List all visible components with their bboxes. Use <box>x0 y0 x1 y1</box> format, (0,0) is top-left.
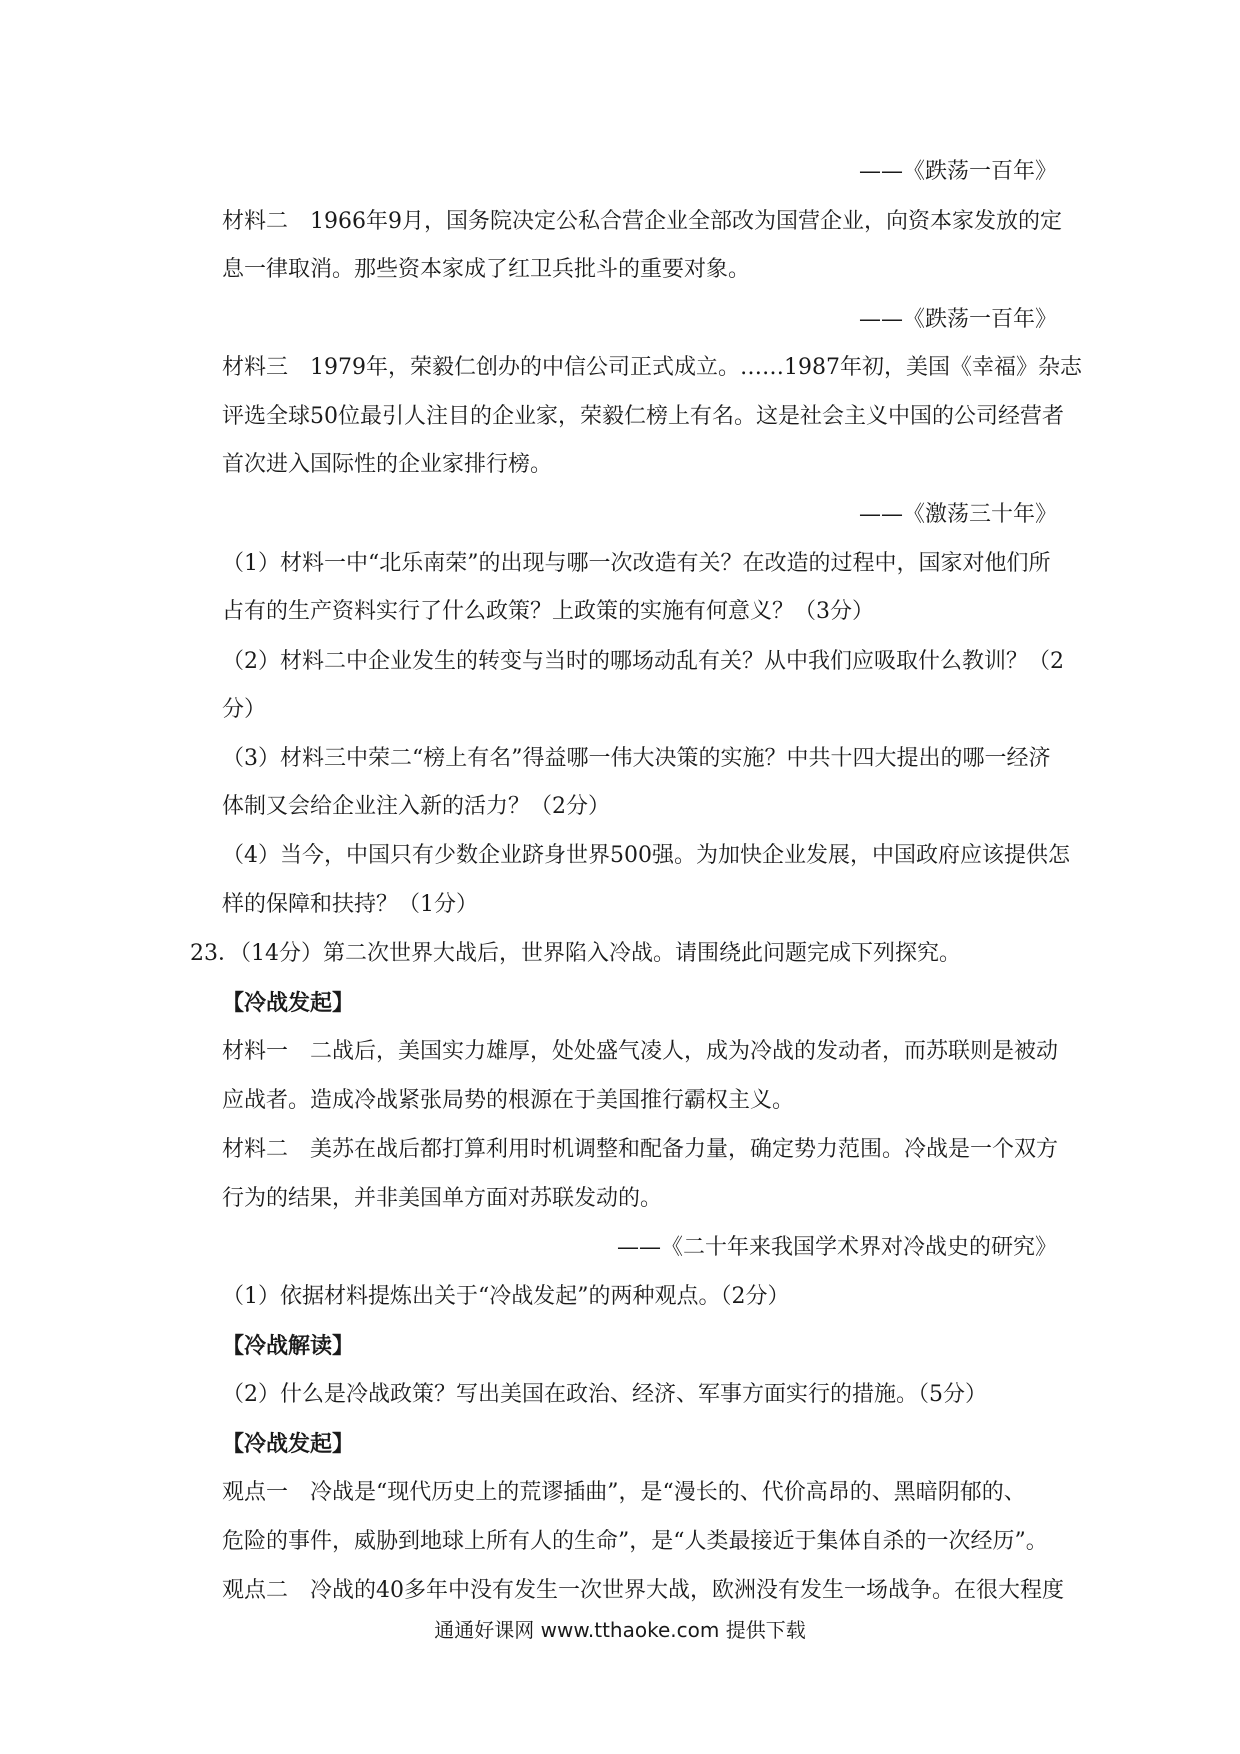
material-2-text: 材料二 1966年9月，国务院决定公私合营企业全部改为国营企业，向资本家发放的定 <box>222 209 1062 234</box>
problem-23-heading: 23．（14分）第二次世界大战后，世界陷入冷战。请围绕此问题完成下列探究。 <box>190 941 961 966</box>
source-citation: ——《跌荡一百年》 <box>858 307 1057 332</box>
section-heading: 【冷战发起】 <box>222 1431 355 1457</box>
question-1: 占有的生产资料实行了什么政策？上政策的实施有何意义？（3分） <box>222 599 874 624</box>
viewpoint-2: 观点二 冷战的40多年中没有发生一次世界大战，欧洲没有发生一场战争。在很大程度 <box>222 1578 1064 1603</box>
question-4: 样的保障和扶持？（1分） <box>222 892 478 917</box>
cold-war-material-1: 应战者。造成冷战紧张局势的根源在于美国推行霸权主义。 <box>222 1088 795 1113</box>
section-heading: 【冷战发起】 <box>222 990 355 1016</box>
page-footer: 通通好课网 www.tthaoke.com 提供下载 <box>434 1618 806 1642</box>
question-3: 体制又会给企业注入新的活力？（2分） <box>222 794 610 819</box>
source-citation: ——《跌荡一百年》 <box>858 159 1057 184</box>
viewpoint-1: 危险的事件，威胁到地球上所有人的生命”，是“人类最接近于集体自杀的一次经历”。 <box>222 1529 1048 1554</box>
material-3-text: 材料三 1979年，荣毅仁创办的中信公司正式成立。……1987年初，美国《幸福》杂志 <box>222 355 1082 380</box>
material-2-text: 息一律取消。那些资本家成了红卫兵批斗的重要对象。 <box>222 257 751 282</box>
source-citation: ——《激荡三十年》 <box>858 502 1057 527</box>
material-3-text: 首次进入国际性的企业家排行榜。 <box>222 452 553 477</box>
question-2: 分） <box>222 697 267 722</box>
question-4: （4）当今，中国只有少数企业跻身世界500强。为加快企业发展，中国政府应该提供怎 <box>222 843 1070 868</box>
cold-war-material-2: 材料二 美苏在战后都打算利用时机调整和配备力量，确定势力范围。冷战是一个双方 <box>222 1137 1059 1162</box>
cold-war-material-1: 材料一 二战后，美国实力雄厚，处处盛气凌人，成为冷战的发动者，而苏联则是被动 <box>222 1039 1059 1064</box>
viewpoint-1: 观点一 冷战是“现代历史上的荒谬插曲”，是“漫长的、代价高昂的、黑暗阴郁的、 <box>222 1480 1026 1505</box>
cold-war-material-2: 行为的结果，并非美国单方面对苏联发动的。 <box>222 1186 663 1211</box>
question-3: （3）材料三中荣二“榜上有名”得益哪一伟大决策的实施？中共十四大提出的哪一经济 <box>222 746 1051 771</box>
material-3-text: 评选全球50位最引人注目的企业家，荣毅仁榜上有名。这是社会主义中国的公司经营者 <box>222 404 1064 429</box>
source-citation: ——《二十年来我国学术界对冷战史的研究》 <box>616 1235 1057 1260</box>
question-2: （2）材料二中企业发生的转变与当时的哪场动乱有关？从中我们应吸取什么教训？（2 <box>222 649 1064 674</box>
cold-war-question-2: （2）什么是冷战政策？写出美国在政治、经济、军事方面实行的措施。（5分） <box>222 1382 987 1407</box>
section-heading: 【冷战解读】 <box>222 1333 355 1359</box>
cold-war-question-1: （1）依据材料提炼出关于“冷战发起”的两种观点。（2分） <box>222 1284 790 1309</box>
question-1: （1）材料一中“北乐南荣”的出现与哪一次改造有关？在改造的过程中，国家对他们所 <box>222 551 1051 576</box>
